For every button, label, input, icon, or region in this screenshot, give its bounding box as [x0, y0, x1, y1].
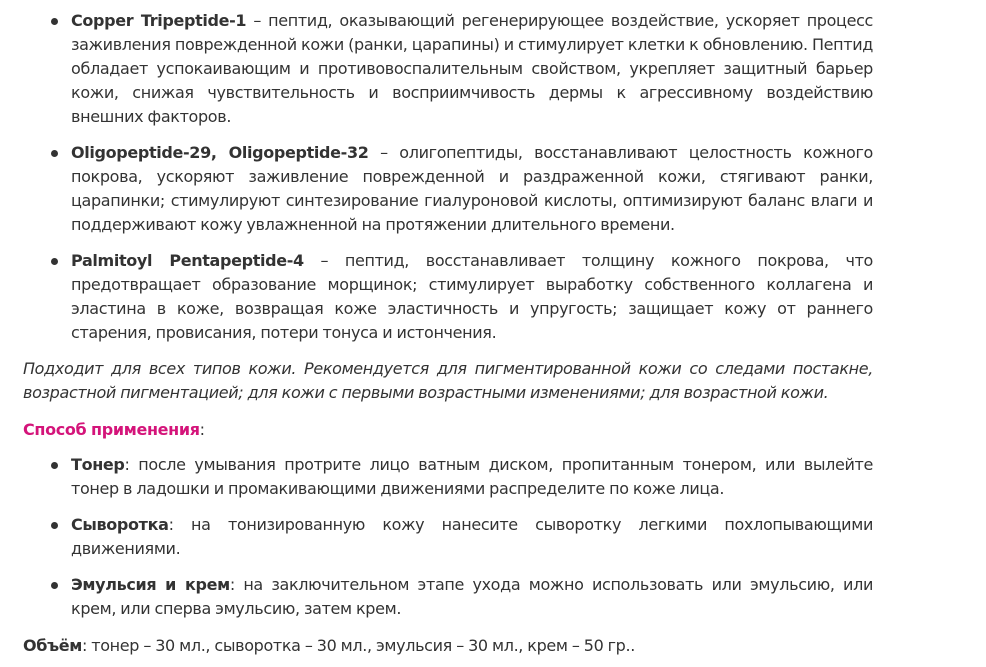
- volume-line: [23, 634, 923, 658]
- usage-step-description: : на заключительном этапе ухода можно использовать или эмульсию, или крем, или сперва эмульсию, затем крем.: [71, 575, 873, 618]
- list-item: [71, 9, 873, 129]
- volume-label: Объём: [23, 636, 82, 655]
- ingredient-description: – пептид, восстанавливает толщину кожного покрова, что предотвращает образование морщинок; стимулирует выработку собственного коллагена и эластина в коже, возвращая коже эластичность и упругость; защищает кожу от раннего старения, провисания, потери тонуса и истончения.: [71, 251, 873, 342]
- usage-step-description: : после умывания протрите лицо ватным диском, пропитанным тонером, или вылейте тонер в ладошки и промакивающими движениями распределите по коже лица.: [71, 455, 873, 498]
- method-title: Способ применения: [23, 420, 200, 439]
- usage-step-name: Сыворотка: [71, 515, 169, 534]
- list-item: [71, 141, 873, 237]
- method-colon: :: [199, 420, 205, 439]
- list-item: [71, 573, 873, 621]
- ingredients-list: [71, 9, 873, 357]
- volume-text: : тонер – 30 мл., сыворотка – 30 мл., эмульсия – 30 мл., крем – 50 гр..: [81, 636, 635, 655]
- usage-step-name: Эмульсия и крем: [71, 575, 230, 594]
- ingredient-name: Palmitoyl Pentapeptide-4: [71, 251, 304, 270]
- list-item: [71, 453, 873, 501]
- ingredient-description: – олигопептиды, восстанавливают целостность кожного покрова, ускоряют заживление поврежденной и раздраженной кожи, стягивают ранки, царапинки; стимулируют синтезирование гиалуроновой кислоты, оптимизируют баланс влаги и поддерживают кожу увлажненной на протяжении длительного времени.: [71, 143, 873, 234]
- usage-step-description: : на тонизированную кожу нанесите сыворотку легкими похлопывающими движениями.: [71, 515, 873, 558]
- method-heading: [23, 418, 873, 442]
- usage-list: [71, 453, 873, 633]
- ingredient-name: Copper Tripeptide-1: [71, 11, 247, 30]
- ingredient-description: – пептид, оказывающий регенерирующее воздействие, ускоряет процесс заживления поврежденной кожи (ранки, царапины) и стимулирует клетки к обновлению. Пептид обладает успокаивающим и противовоспалительным свойством, укрепляет защитный барьер кожи, снижая чувствительность и восприимчивость дермы к агрессивному воздействию внешних факторов.: [71, 11, 873, 126]
- skin-type-note: Подходит для всех типов кожи. Рекомендуется для пигментированной кожи со следами постакне, возрастной пигментацией; для кожи с первыми возрастными изменениями; для возрастной кожи.: [23, 359, 873, 402]
- ingredient-name: Oligopeptide-29, Oligopeptide-32: [71, 143, 369, 162]
- usage-step-name: Тонер: [71, 455, 125, 474]
- list-item: [71, 249, 873, 345]
- list-item: [71, 513, 873, 561]
